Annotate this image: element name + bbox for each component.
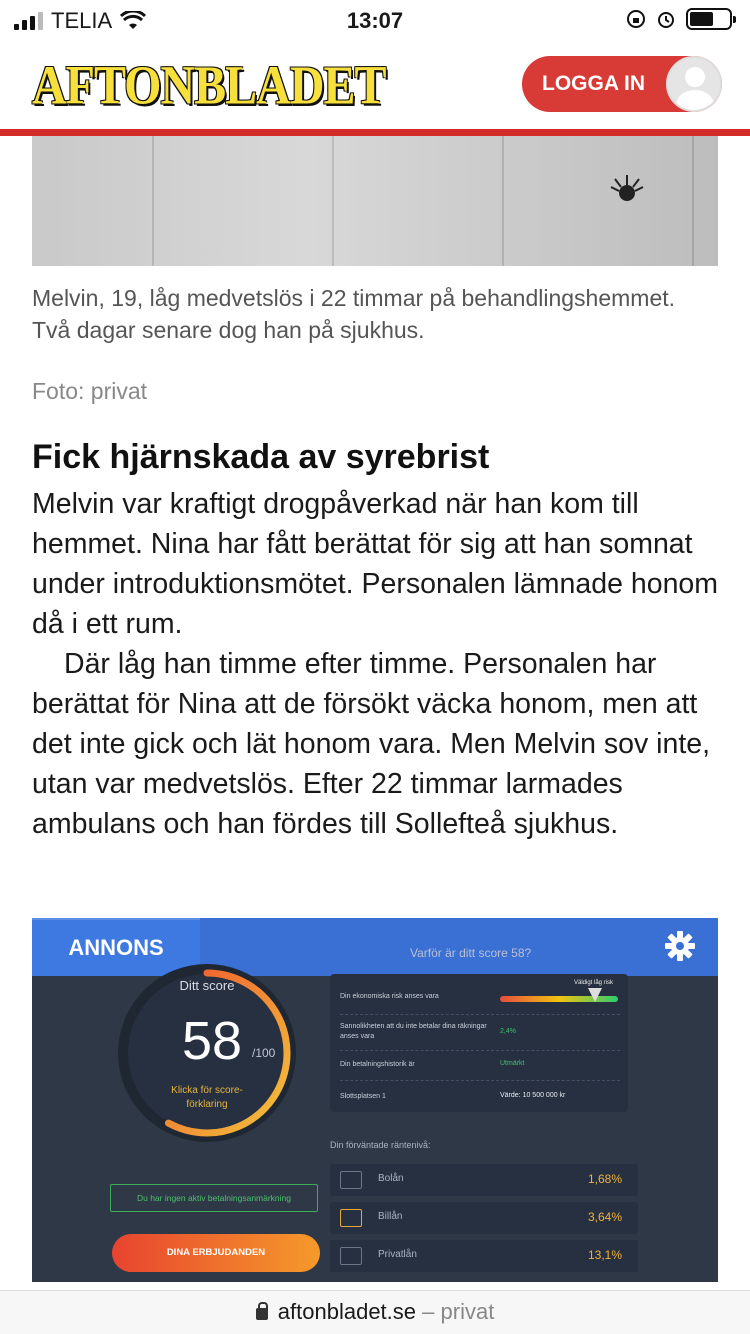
rate-value: 3,64% (587, 1210, 622, 1224)
no-remark-badge: Du har ingen aktiv betalningsanmärkning (110, 1184, 318, 1212)
risk-panel (330, 974, 628, 1112)
site-logo[interactable]: AFTONBLADET (32, 55, 386, 117)
status-time: 13:07 (346, 8, 404, 33)
cart-icon (340, 1247, 362, 1265)
score-title: Ditt score (179, 978, 235, 993)
url-domain: aftonbladet.se (277, 1299, 417, 1324)
rate-name: Privatlån (378, 1249, 417, 1260)
rate-value: 1,68% (587, 1172, 622, 1186)
user-avatar-icon (666, 56, 722, 112)
status-bar (0, 0, 750, 40)
risk-row-value: Utmärkt (500, 1060, 525, 1067)
risk-row-label: Din betalningshistorik är (340, 1061, 415, 1068)
rate-row (330, 1164, 638, 1196)
risk-row-label: Sannolikheten att du inte betalar dina räkningar anses vara (340, 1023, 487, 1040)
gear-icon[interactable] (664, 930, 696, 962)
risk-row-value: 2,4% (500, 1028, 516, 1035)
alarm-icon (656, 9, 676, 29)
ad-why-text: Varför är ditt score 58? (410, 946, 532, 960)
house-icon (340, 1171, 362, 1189)
car-icon (340, 1209, 362, 1227)
article-photo (32, 136, 718, 266)
lock-icon (256, 1308, 268, 1320)
advertisement[interactable] (32, 918, 718, 1282)
rate-name: Billån (378, 1211, 403, 1222)
risk-indicator-icon (588, 988, 602, 1002)
site-header (0, 40, 750, 136)
article-body (32, 484, 732, 844)
ad-label: ANNONS (32, 918, 200, 976)
risk-row-value: Värde: 10 500 000 kr (500, 1092, 566, 1099)
login-button[interactable] (522, 56, 722, 112)
risk-tag: Väldigt låg risk (574, 980, 614, 986)
status-right (626, 8, 732, 30)
photo-credit: Foto: privat (32, 378, 148, 404)
score-value: 58 (182, 1011, 243, 1071)
section-heading: Fick hjärnskada av syrebrist (32, 438, 490, 476)
photo-caption: Melvin, 19, låg medvetslös i 22 timmar på behandlingshemmet. Två dagar senare dog han på sjukhus. (32, 285, 676, 343)
rate-value: 13,1% (587, 1248, 622, 1262)
article-paragraph: Där låg han timme efter timme. Personalen har berättat för Nina att de försökt väcka honom, men att det inte gick och lät honom vara. Men Melvin sov inte, utan var medvetslös. Efter 22 timmar larmades ambulans och han fördes till Sollefteå sjukhus. (32, 648, 711, 840)
rotation-lock-icon (626, 9, 646, 29)
photo-figure (607, 171, 647, 211)
battery-icon (686, 8, 732, 30)
address-bar[interactable] (0, 1290, 750, 1334)
rate-row (330, 1202, 638, 1234)
login-label: LOGGA IN (542, 72, 646, 95)
rate-name: Bolån (378, 1173, 404, 1184)
score-explain-link[interactable]: Klicka för score-förklaring (171, 1085, 243, 1110)
rates-title: Din förväntade räntenivå: (330, 1140, 431, 1150)
carrier-label: TELIA (51, 8, 113, 33)
url-suffix: – privat (422, 1299, 495, 1324)
risk-row-label: Din ekonomiska risk anses vara (340, 993, 439, 1000)
rate-row (330, 1240, 638, 1272)
score-max: /100 (252, 1046, 276, 1060)
risk-row-label: Slottsplatsen 1 (340, 1093, 386, 1100)
offers-button[interactable]: DINA ERBJUDANDEN (112, 1234, 320, 1272)
article-paragraph: Melvin var kraftigt drogpåverkad när han kom till hemmet. Nina har fått berättat för sig att han somnat under introduktionsmötet. Personalen lämnade honom då i ett rum. (32, 488, 719, 640)
